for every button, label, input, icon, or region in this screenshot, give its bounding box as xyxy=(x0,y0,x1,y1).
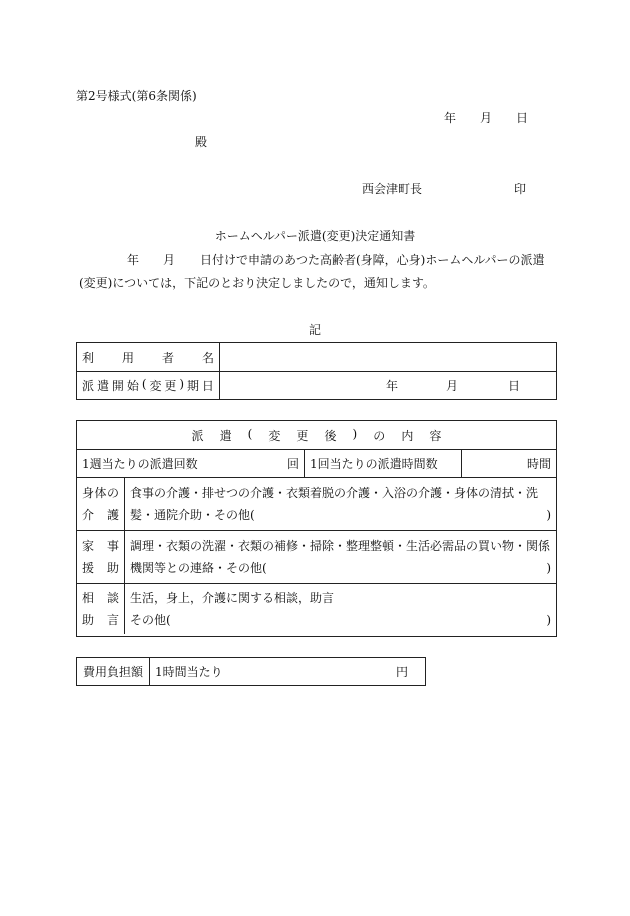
start-date-row xyxy=(77,371,556,399)
housework-line1: 調理・衣類の洗濯・衣類の補修・掃除・整理整頓・生活必需品の買い物・関係 xyxy=(130,539,551,553)
service-header-cell xyxy=(77,421,556,449)
cost-row xyxy=(77,658,425,685)
housework-content xyxy=(124,531,556,583)
header-date-day: 日 xyxy=(516,111,529,125)
user-name-label: 利 用 者 名 xyxy=(82,350,214,365)
body-care-line1: 食事の介護・排せつの介護・衣類着脱の介護・入浴の介護・身体の清拭・洗 xyxy=(130,486,539,500)
body-care-row xyxy=(77,477,556,530)
cost-per-hour-label: 1時間当たり xyxy=(155,665,223,679)
frequency-row xyxy=(77,449,556,477)
consult-row xyxy=(77,583,556,634)
weekly-visits-cell xyxy=(77,450,304,477)
body-care-close: ) xyxy=(546,508,551,522)
ki-mark: 記 xyxy=(308,323,321,337)
user-name-row xyxy=(77,343,556,371)
consult-line1: 生活，身上，介護に関する相談，助言 xyxy=(130,591,335,605)
body-care-content xyxy=(124,478,556,530)
consult-line2: その他( xyxy=(130,613,171,627)
document-title: ホームヘルパー派遣(変更)決定通知書 xyxy=(214,229,416,243)
sender-name: 西会津町長 xyxy=(362,182,423,196)
weekly-visits-label: 1週当たりの派遣回数 xyxy=(82,457,198,471)
service-header: 派 遣 ( 変 更 後 ) の 内 容 xyxy=(191,426,442,443)
form-number: 第2号様式(第6条関係) xyxy=(76,89,197,103)
consult-label: 相 談 助 言 xyxy=(82,591,119,627)
body-month: 月 xyxy=(163,253,176,267)
start-date-year: 年 xyxy=(386,379,399,393)
addressee-suffix: 殿 xyxy=(195,135,208,149)
body-line1: 日付けで申請のあつた高齢者(身障，心身)ホームヘルパーの派遣 xyxy=(200,253,545,267)
cost-label: 費用負担額 xyxy=(82,665,143,679)
start-date-label-cell xyxy=(77,372,219,399)
start-date-month: 月 xyxy=(446,379,459,393)
service-header-row xyxy=(77,421,556,449)
body-care-label: 身 体 の 介 護 xyxy=(82,486,119,522)
user-name-label-cell xyxy=(77,343,219,371)
consult-content xyxy=(124,584,556,634)
cost-unit: 円 xyxy=(396,665,409,679)
per-visit-hours-label: 1回当たりの派遣時間数 xyxy=(304,450,461,477)
body-line2: (変更)については，下記のとおり決定しましたので，通知します。 xyxy=(79,276,435,290)
body-care-line2: 髪・通院介助・その他( xyxy=(130,508,255,522)
consult-close: ) xyxy=(546,613,551,627)
housework-label: 家 事 援 助 xyxy=(82,539,119,575)
housework-close: ) xyxy=(546,561,551,575)
header-date-year: 年 xyxy=(444,111,457,125)
cost-value-cell xyxy=(149,658,425,685)
start-date-day: 日 xyxy=(508,379,521,393)
per-visit-hours-unit: 時間 xyxy=(461,450,556,477)
seal-mark: 印 xyxy=(514,182,527,196)
header-date-month: 月 xyxy=(480,111,493,125)
housework-row xyxy=(77,530,556,583)
service-content-table xyxy=(76,420,557,637)
user-name-value xyxy=(219,343,556,371)
start-date-label: 派 遣 開 始 ( 変 更 ) 期 日 xyxy=(82,377,214,393)
start-date-value xyxy=(219,372,556,399)
cost-table xyxy=(76,657,426,686)
weekly-visits-unit: 回 xyxy=(286,457,299,471)
body-year: 年 xyxy=(127,253,140,267)
housework-line2: 機関等との連絡・その他( xyxy=(130,561,267,575)
user-info-table xyxy=(76,342,557,400)
